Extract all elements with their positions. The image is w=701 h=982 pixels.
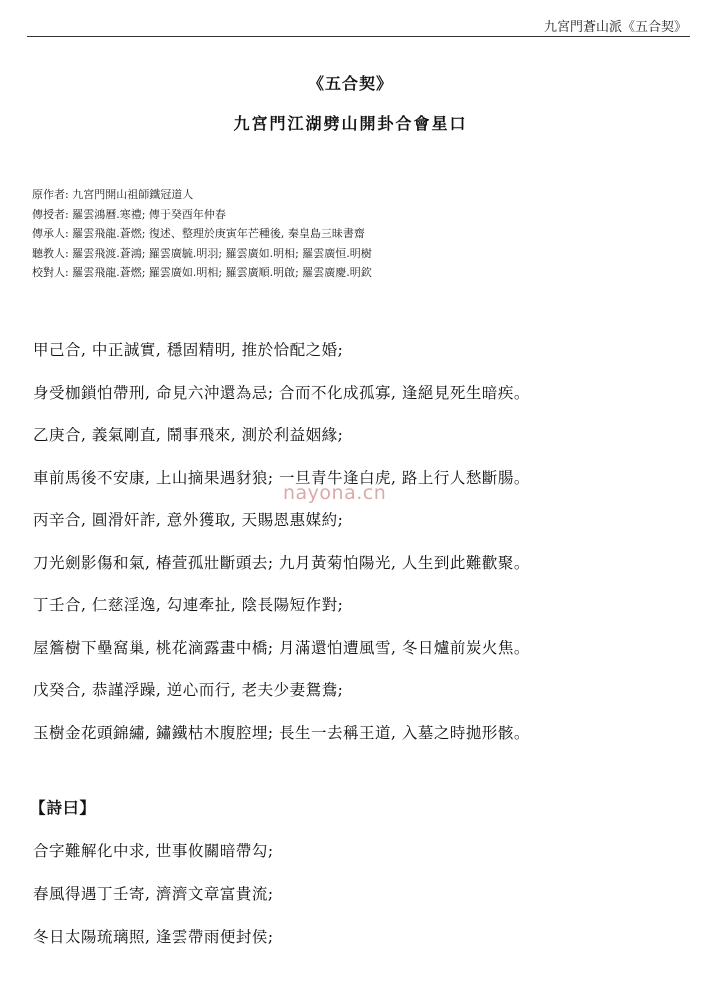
verse-line: 丁壬合, 仁慈淫逸, 勾連牽扯, 陰長陽短作對; [33, 596, 344, 614]
watermark: nayona.cn [283, 482, 387, 504]
poem-line: 冬日太陽琉璃照, 逢雲帶雨便封侯; [33, 928, 274, 946]
poem-line: 合字難解化中求, 世事攸關暗帶勾; [33, 842, 274, 860]
running-header: 九宮門蒼山派《五合契》 [543, 20, 687, 35]
poem-block [33, 838, 683, 967]
verse-line: 玉樹金花頭錦繡, 鏽鐵枯木腹腔埋; 長生一去稱王道, 入墓之時拋形骸。 [33, 723, 530, 742]
credit-teacher: 傳授者: 羅雲鴻曆.寒禮; 傳于癸酉年仲春 [32, 207, 226, 221]
poem-heading: 【詩曰】 [30, 798, 97, 817]
credits-block [32, 185, 682, 283]
poem-line: 春風得遇丁壬寄, 濟濟文章富貴流; [33, 885, 274, 903]
credit-listeners: 聽教人: 羅雲飛渡.蒼鴻; 羅雲廣毓.明羽; 羅雲廣如.明相; 羅雲廣恒.明樹 [32, 246, 372, 260]
verse-line: 屋簷樹下壘窩巢, 桃花滴露畫中橋; 月滿還怕遭風雪, 冬日爐前炭火焦。 [33, 638, 530, 657]
credit-author: 原作者: 九宮門開山祖師鐵冠道人 [32, 188, 194, 201]
verse-line: 戊癸合, 恭謹浮躁, 逆心而行, 老夫少妻鴛鴦; [33, 681, 344, 699]
verse-line: 乙庚合, 義氣剛直, 鬧事飛來, 測於利益姻緣; [33, 426, 344, 444]
verse-line: 身受枷鎖怕帶刑, 命見六沖還為忌; 合而不化成孤寡, 逢絕見死生暗疾。 [33, 383, 530, 402]
credit-proofreaders: 校對人: 羅雲飛龍.蒼燃; 羅雲廣如.明相; 羅雲廣順.明啟; 羅雲廣慶.明欽 [32, 266, 372, 279]
verse-line: 甲己合, 中正誠實, 穩固精明, 推於恰配之婚; [33, 341, 344, 359]
verses-block [33, 337, 683, 762]
document-title: 《五合契》 [307, 74, 393, 93]
document-subtitle: 九宮門江湖劈山開卦合會星口 [233, 114, 468, 133]
verse-line: 丙辛合, 圓滑奸詐, 意外獲取, 天賜恩惠媒約; [33, 511, 344, 529]
verse-line: 刀光劍影傷和氣, 椿萱孤壯斷頭去; 九月黃菊怕陽光, 人生到此難歡聚。 [33, 553, 530, 572]
credit-inheritor: 傳承人: 羅雲飛龍.蒼燃; 復述、整理於庚寅年芒種後, 秦皇島三昧書齋 [32, 227, 365, 240]
header-divider [27, 36, 690, 37]
verse-line: 車前馬後不安康, 上山摘果遇豺狼; 一旦青牛逢白虎, 路上行人愁斷腸。 [33, 468, 530, 487]
